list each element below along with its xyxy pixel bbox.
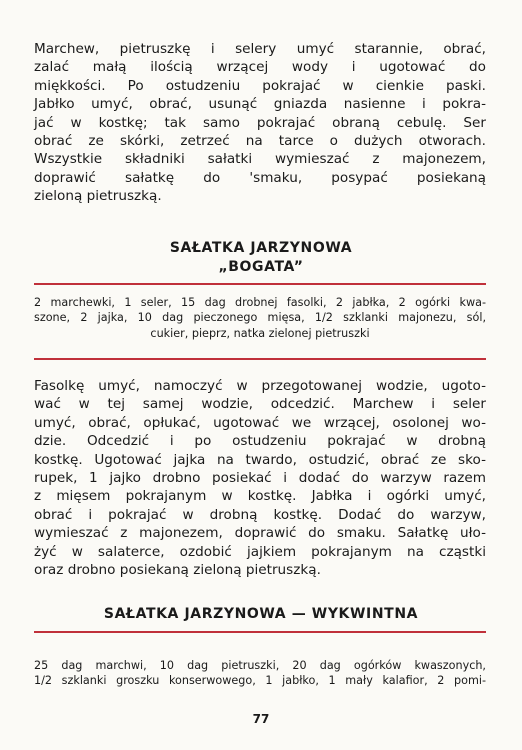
text-line: miękkości. Po ostudzeniu pokrajać w cienkie paski. <box>34 77 486 94</box>
divider-rule <box>34 358 486 360</box>
ingredients-list <box>34 658 486 689</box>
text-line: kostkę. Ugotować jajka na twardo, ostudzić, obrać ze sko- <box>34 451 486 468</box>
text-line: z mięsem pokrajanym w kostkę. Jabłka i ogórki umyć, <box>34 488 486 505</box>
text-line: oraz drobno posiekaną zieloną pietruszką. <box>34 562 321 579</box>
recipe-title: SAŁATKA JARZYNOWA — WYKWINTNA <box>103 606 419 622</box>
text-line: obrać i pokrajać w drobną kostkę. Dodać do warzyw, <box>34 506 486 523</box>
ingredients-list <box>34 295 486 341</box>
text-line: żyć w salaterce, ozdobić jajkiem pokrajanym na cząstki <box>34 543 486 560</box>
text-line: zieloną pietruszką. <box>34 188 162 205</box>
page-number: 77 <box>252 712 270 726</box>
text-line: dzie. Odcedzić i po ostudzeniu pokrajać w drobną <box>34 433 486 450</box>
intro-paragraph <box>34 40 486 206</box>
divider-rule <box>34 631 486 633</box>
text-line: umyć, obrać, opłukać, ugotować we wrzącej, osolonej wo- <box>34 414 486 431</box>
text-line: rupek, 1 jajko drobno posiekać i dodać do warzyw razem <box>34 470 486 487</box>
text-line: Jabłko umyć, obrać, usunąć gniazda nasienne i pokra- <box>34 96 486 113</box>
method-paragraph <box>34 377 486 579</box>
text-line: wać w tej samej wodzie, odcedzić. Marchew i seler <box>34 396 486 413</box>
text-line: Marchew, pietruszkę i selery umyć starannie, obrać, <box>34 41 486 57</box>
recipe-title: SAŁATKA JARZYNOWA <box>169 240 353 256</box>
text-line: wymieszać z majonezem, doprawić do smaku. Sałatkę uło- <box>34 525 486 542</box>
text-line: Wszystkie składniki sałatki wymieszać z majonezem, <box>34 151 486 168</box>
recipe-subtitle: „BOGATA” <box>218 259 304 275</box>
ingredients-line: szone, 2 jajka, 10 dag pieczonego mięsa, 1/2 szklanki majonezu, sól, <box>34 311 486 325</box>
text-line: doprawić sałatkę do 'smaku, posypać posiekaną <box>34 169 486 186</box>
text-line: zalać małą ilością wrzącej wody i ugotować do <box>34 59 486 76</box>
ingredients-line: 2 marchewki, 1 seler, 15 dag drobnej fasolki, 2 jabłka, 2 ogórki kwa- <box>34 296 486 309</box>
text-line: obrać ze skórki, zetrzeć na tarce o dużych otworach. <box>34 133 486 150</box>
text-line: Fasolkę umyć, namoczyć w przegotowanej wodzie, ugoto- <box>34 378 486 394</box>
ingredients-line: 25 dag marchwi, 10 dag pietruszki, 20 dag ogórków kwaszonych, <box>34 659 486 672</box>
ingredients-line: cukier, pieprz, natka zielonej pietruszki <box>150 326 370 340</box>
text-line: jać w kostkę; tak samo pokrajać obraną cebulę. Ser <box>34 114 486 131</box>
ingredients-line: 1/2 szklanki groszku konserwowego, 1 jabłko, 1 mały kalafior, 2 pomi- <box>34 674 486 688</box>
divider-rule <box>34 283 486 285</box>
